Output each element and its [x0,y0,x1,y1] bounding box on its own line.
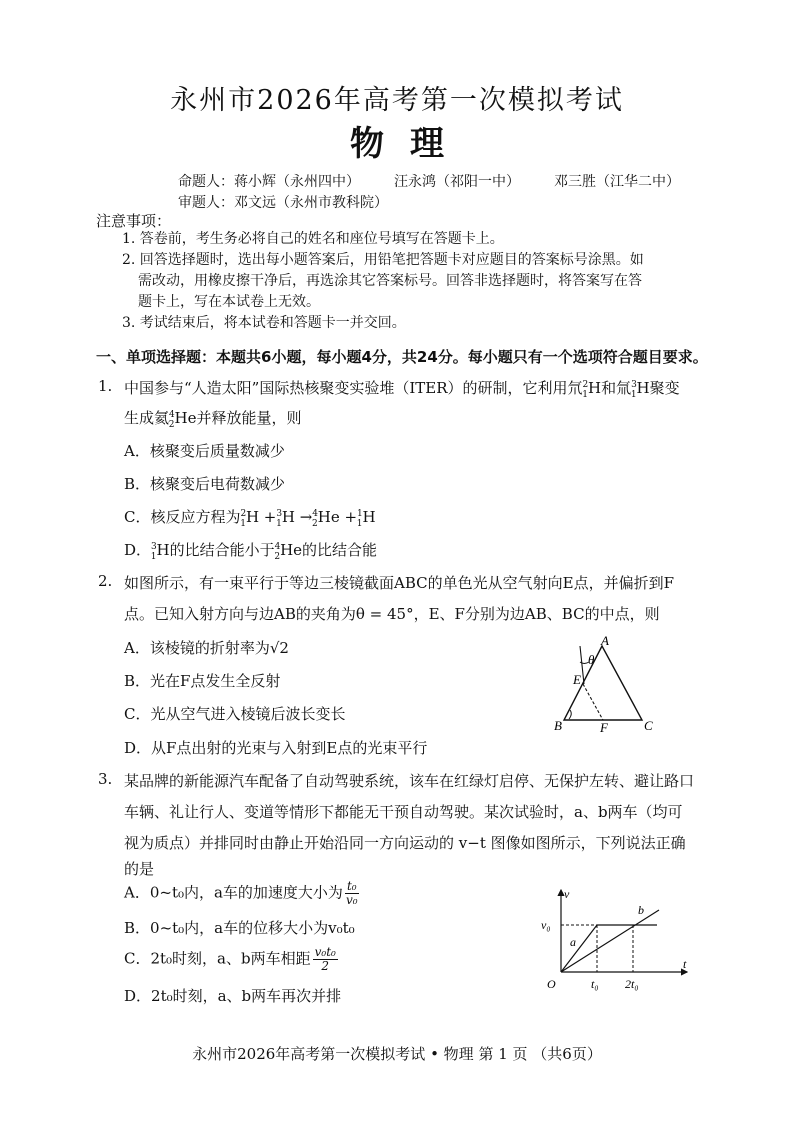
q1-option-d: D．$^3_1$H的比结合能小于$^4_2$He的比结合能 [124,541,378,562]
q1-option-b: B．核聚变后电荷数减少 [124,475,286,493]
line-a-rise [561,925,597,972]
q3-c-fraction [313,946,338,973]
q1-stem-b: H和氚 [587,379,632,397]
note-item-1 [122,229,702,250]
label-f: F [600,720,608,735]
q1-option-c: C．核反应方程为$^2_1$H +$^3_1$H →$^4_2$He +$^1_1$H [124,508,376,529]
q1-c-pre: C．核反应方程为 [124,508,241,526]
angle-b-arc [569,710,571,719]
q3-stem-line1: 某品牌的新能源汽车配备了自动驾驶系统，该车在红绿灯启停、无保护左转、避让路口 [124,772,695,790]
exam-title: 永州市2026年高考第一次模拟考试 [170,85,624,116]
note-item-2 [122,250,702,313]
q3-c-pre: C．2t₀时刻，a、b两车相距 [124,949,311,968]
label-theta: θ [588,652,595,667]
q3-a-den: v₀ [345,893,358,907]
q1-d-mid: H的比结合能小于 [156,541,275,559]
label-origin: O [547,977,556,991]
refracted-ray [583,684,603,720]
notes-heading: 注意事项： [96,212,172,230]
authors-line [178,171,680,191]
q1-stem-a: 中国参与“人造太阳”国际热核聚变实验堆（ITER）的研制，它利用氘 [124,379,583,397]
q3-a-num: t₀ [346,879,357,893]
q1-stem-line2: 生成氦$^4_2$He并释放能量，则 [124,409,302,430]
label-a: A [601,633,609,648]
q2-stem-line1: 如图所示，有一束平行于等边三棱镜截面ABC的单色光从空气射向E点，并偏折到F [124,574,674,592]
q3-stem-line2: 车辆、礼让行人、变道等情形下都能无干预自动驾驶。某次试验时，a、b两车（均可 [124,803,683,821]
q3-stem-line4: 的是 [124,860,155,878]
q3-option-a [124,880,361,907]
note-3-text: 3. 考试结束后，将本试卷和答题卡一并交回。 [122,315,406,331]
q1-d-pre: D． [124,541,152,559]
label-b: B [554,718,562,733]
label-v: v [564,887,570,901]
q1-option-a: A．核聚变后质量数减少 [124,442,285,460]
label-v0: v₀ [541,918,551,932]
label-a-curve: a [570,935,576,949]
q3-c-num: v₀t₀ [314,945,336,959]
label-t: t [683,957,687,971]
q3-option-c [124,946,340,973]
author-2: 汪永鸿（祁阳一中） [394,174,520,190]
q2-option-a: A．该棱镜的折射率为√2 [124,639,289,657]
author-1: 命题人：蒋小辉（永州四中） [178,174,360,190]
q1-stem2-b: He并释放能量，则 [174,409,302,427]
note-2-line1: 2. 回答选择题时，选出每小题答案后，用铅笔把答题卡对应题目的答案标号涂黑。如 [122,252,644,268]
q3-a-fraction [345,880,359,907]
note-1-text: 1. 答卷前，考生务必将自己的姓名和座位号填写在答题卡上。 [122,231,504,247]
q3-option-b: B．0~t₀内，a车的位移大小为v₀t₀ [124,919,355,937]
q2-option-b: B．光在F点发生全反射 [124,672,281,690]
q1-number: 1. [98,377,113,395]
q1-stem-c: H聚变 [636,379,680,397]
note-2-line2: 需改动，用橡皮擦干净后，再选涂其它答案标号。回答非选择题时，将答案写在答 [138,273,642,289]
q2-option-c: C．光从空气进入棱镜后波长变长 [124,705,346,723]
q2-number: 2. [98,572,113,590]
q1-stem2-a: 生成氦 [124,409,170,427]
vt-graph [535,884,695,992]
note-item-3 [122,313,702,334]
section-heading: 一、单项选择题：本题共6小题，每小题4分，共24分。每小题只有一个选项符合题目要求。 [96,348,708,366]
label-t0: t₀ [591,977,599,991]
q1-stem-line1: 中国参与“人造太阳”国际热核聚变实验堆（ITER）的研制，它利用氘$^2_1$H和氚$^3_1$H聚变 [124,379,680,400]
q1-d-end: He的比结合能 [280,541,378,559]
q3-c-den: 2 [321,959,330,973]
prism-diagram [540,632,670,736]
author-3: 邓三胜（江华二中） [554,174,680,190]
q3-stem-line3: 视为质点）并排同时由静止开始沿同一方向运动的 v−t 图像如图所示，下列说法正确 [124,834,686,852]
label-b-curve: b [638,903,644,917]
subject-title: 物理 [350,124,470,164]
label-2t0: 2t₀ [625,977,639,991]
q3-number: 3. [98,770,113,788]
label-e: E [573,672,581,687]
q2-stem-line2: 点。已知入射方向与边AB的夹角为θ = 45°，E、F分别为边AB、BC的中点，则 [124,605,660,623]
reviewer-line: 审题人：邓文远（永州市教科院） [178,195,388,211]
q3-option-d: D．2t₀时刻，a、b两车再次并排 [124,987,342,1005]
q3-a-pre: A．0~t₀内，a车的加速度大小为 [124,883,343,902]
q2-option-d: D．从F点出射的光束与入射到E点的光束平行 [124,739,428,757]
page-footer: 永州市2026年高考第一次模拟考试 • 物理 第 1 页 （共6页） [192,1045,602,1063]
label-c: C [644,718,653,733]
note-2-line3: 题卡上，写在本试卷上无效。 [138,294,320,310]
